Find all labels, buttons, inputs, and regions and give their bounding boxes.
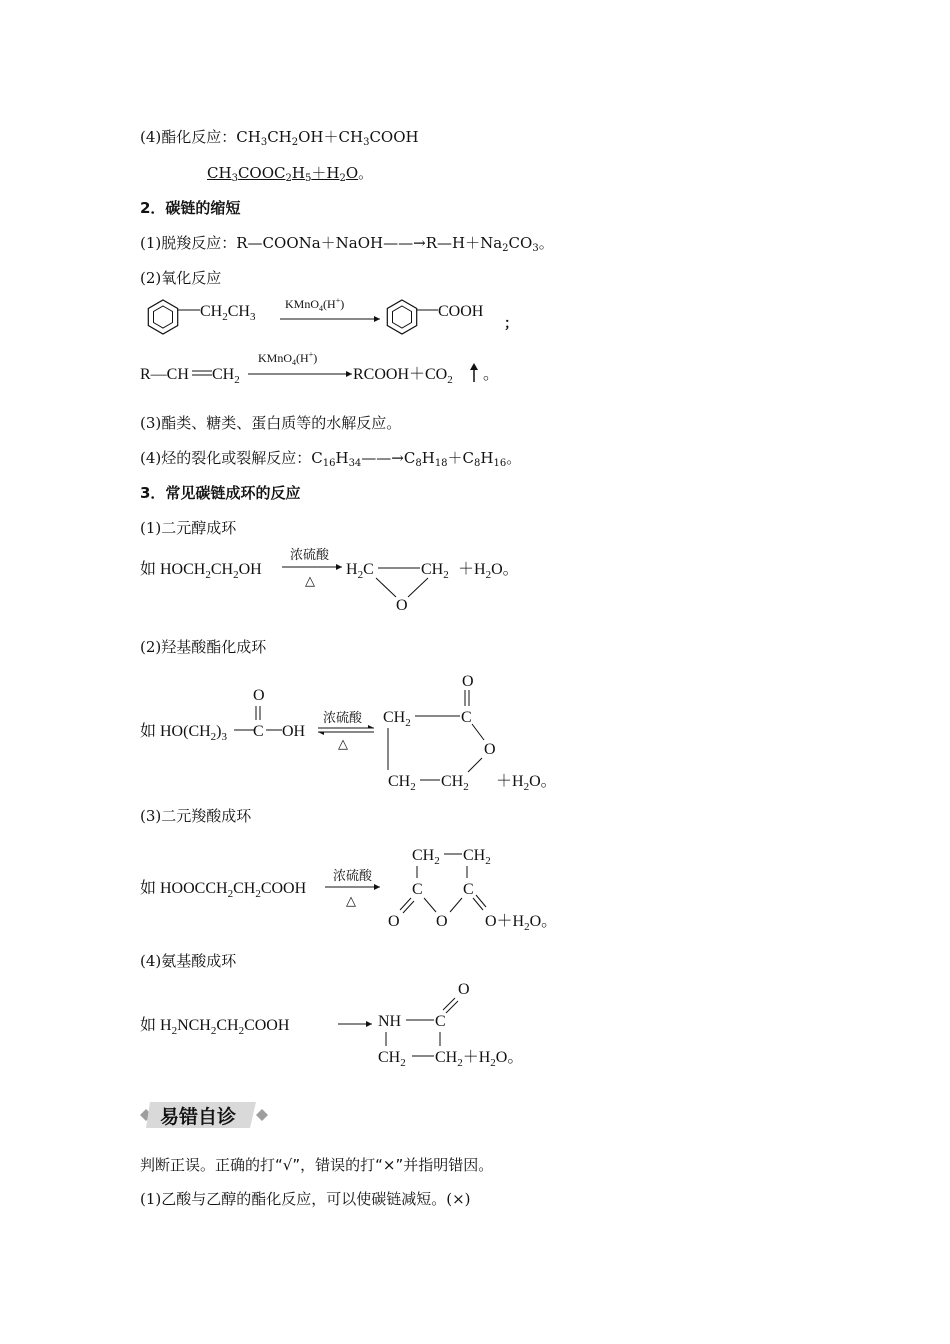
self-check-banner [140,1098,265,1132]
esterification-label: (4)酯化反应： [140,128,237,146]
svg-text:如 HOOCCH2CH2COOH: 如 $HOOCCH_2CH_2COOH$ [140,880,307,900]
banner-title: 易错自诊 [160,1106,237,1128]
cracking-line: (4)烃的裂化或裂解反应：$C_{16}H_{34}——\to C_8H_{18}+C_8H_{16}$。 [140,449,522,469]
quiz-item-1: (1)乙酸与乙醇的酯化反应，可以使碳链减短。(×) [140,1190,471,1208]
svg-text:R—CH: R—CH [140,366,189,383]
reagent-label: KMnO$_4$(H+) [285,296,345,313]
oxidation-label: (2)氧化反应 [140,269,222,287]
quiz-instruction: 判断正误。正确的打“√”，错误的打“×”并指明错因。 [140,1156,494,1174]
svg-text:C: C [463,881,474,898]
svg-text:O: O [388,913,400,930]
amino-acid-label: (4)氨基酸成环 [140,952,237,970]
svg-text:C: C [461,709,472,726]
svg-text:C: C [412,881,423,898]
decarboxylation-label: (1)脱羧反应： [140,234,237,252]
svg-text:O: O [462,673,474,690]
svg-text:。: 。 [483,366,500,383]
hydrolysis-line: (3)酯类、糖类、蛋白质等的水解反应。 [140,414,402,432]
svg-text:CH2: $CH_2$ [412,847,440,867]
diol-cyclization-scheme [140,545,540,617]
benzene-ring-left [148,300,177,334]
lactam-scheme [140,978,580,1073]
svg-text:C: C [253,723,264,740]
svg-text:浓硫酸: 浓硫酸 [323,710,363,725]
svg-text:CH2: $CH_2$ [212,366,240,386]
alkene-oxidation-scheme [140,350,520,390]
esterification-reactants: $CH_3CH_2OH+CH_3COOH$ [236,128,419,148]
svg-text:CH2: $CH_2$ [383,709,411,729]
svg-text:O: O [436,913,448,930]
section3-heading: 3．常见碳链成环的反应 [140,484,301,502]
diol-label: (1)二元醇成环 [140,519,237,537]
svg-text:如 HOCH2CH2OH: 如 $HOCH_2CH_2OH$ [140,561,262,581]
svg-text:O: O [253,687,265,704]
svg-text:O＋H2O。: $O+H_2O$。 [485,913,558,933]
svg-text:如 HO(CH2)3: 如 $HO(CH_2)_3$ [140,723,227,743]
svg-text:；: ； [504,317,518,332]
svg-text:CH2: $CH_2$ [421,561,449,581]
svg-text:KMnO4(H+): KMnO$_4$(H+) [258,350,318,367]
svg-text:浓硫酸: 浓硫酸 [333,868,373,883]
catalyst-label: 浓硫酸 [290,547,330,562]
svg-text:CH2: $CH_2$ [441,773,469,793]
svg-text:RCOOH＋CO2: $RCOOH+CO_2$ [353,366,453,386]
svg-text:H2C: $H_2C$ [346,561,374,581]
svg-text:△: △ [346,893,356,908]
benzene-ring-right [387,300,416,334]
anhydride-scheme [140,838,580,938]
esterification-line [140,127,419,153]
decarboxylation-line [140,233,554,259]
dicarboxylic-acid-label: (3)二元羧酸成环 [140,807,252,825]
carboxyl-group: COOH [438,303,484,320]
svg-text:O: O [484,741,496,758]
svg-text:CH2＋H2O。: $CH_2+H_2O$。 [435,1049,524,1069]
svg-text:CH2: $CH_2$ [388,773,416,793]
svg-text:如 H2NCH2CH2COOH: 如 $H_2NCH_2CH_2COOH$ [140,1017,290,1037]
svg-text:CH2: $CH_2$ [378,1049,406,1069]
svg-text:CH2: $CH_2$ [463,847,491,867]
ethyl-group: $CH_2CH_3$ [200,303,256,323]
svg-text:O: O [396,597,408,614]
svg-text:NH: NH [378,1013,402,1030]
benzene-oxidation-scheme [140,292,540,342]
svg-text:O: O [458,981,470,998]
svg-text:＋H2O。: $+H_2O$。 [496,773,557,793]
svg-text:△: △ [338,736,348,751]
section2-heading: 2．碳链的缩短 [140,199,241,217]
svg-text:OH: OH [282,723,306,740]
esterification-products: $CH_3COOC_2H_5+H_2O$。 [207,164,374,184]
svg-text:C: C [435,1013,446,1030]
svg-text:＋H2O。: $+H_2O$。 [458,561,519,581]
heat-label: △ [305,573,315,588]
decarboxylation-eq: $R—COONa+NaOH——\to R—H+Na_2CO_3$。 [236,234,554,254]
hydroxy-acid-label: (2)羟基酸酯化成环 [140,638,267,656]
lactone-scheme [140,670,580,795]
